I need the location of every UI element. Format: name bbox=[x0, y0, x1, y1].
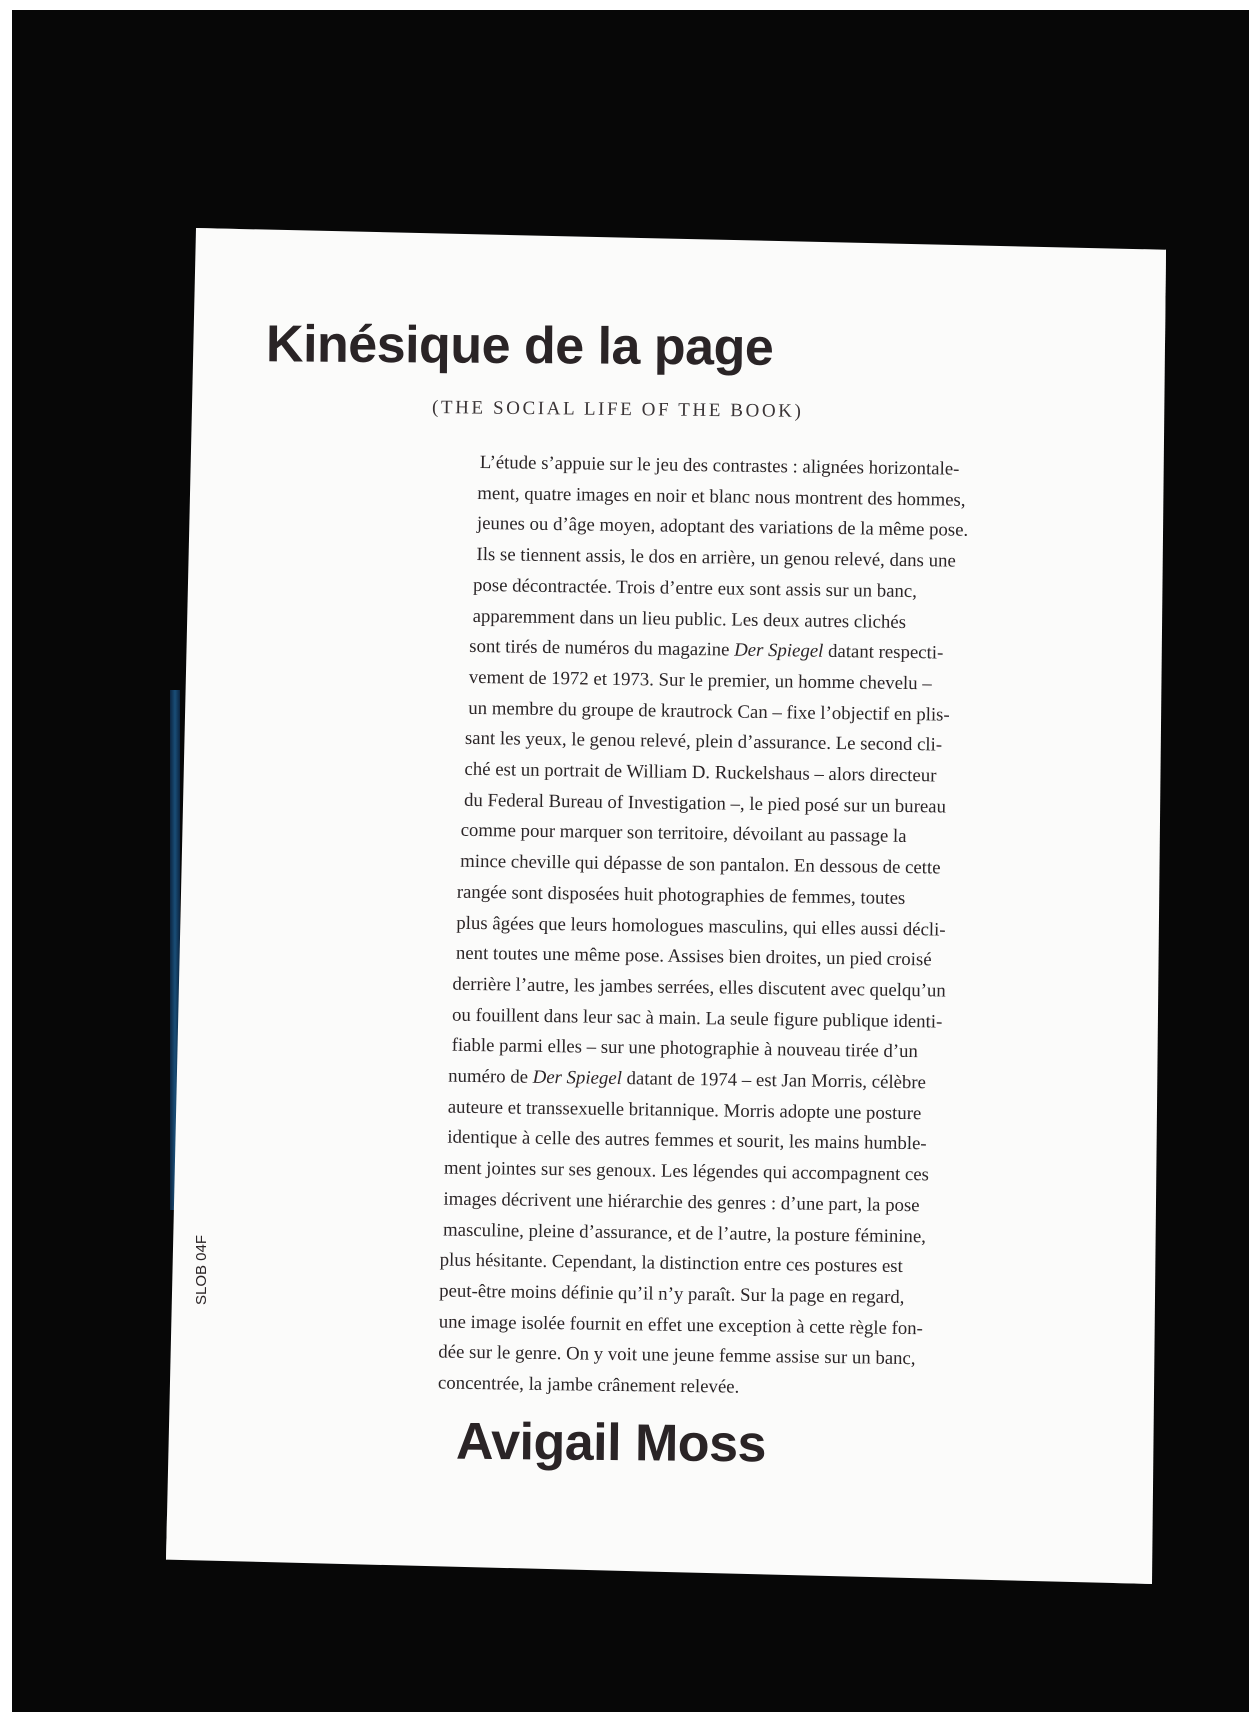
body-text-run: datant respecti- bbox=[823, 641, 944, 664]
body-text-run: rangée sont disposées huit photographies de femmes, toutes bbox=[456, 881, 906, 909]
body-text-run: une image isolée fournit en effet une exception à cette règle fon- bbox=[438, 1311, 924, 1339]
body-text-run: ché est un portrait de William D. Ruckelshaus – alors directeur bbox=[464, 758, 937, 787]
body-text-run: identique à celle des autres femmes et sourit, les mains humble- bbox=[447, 1127, 927, 1155]
body-text-run: ment, quatre images en noir et blanc nous montrent des hommes, bbox=[477, 482, 966, 511]
body-text-run: L’étude s’appuie sur le jeu des contrastes : alignées horizontale- bbox=[479, 451, 960, 480]
body-text-run: plus âgées que leurs homologues masculins, qui elles aussi décli- bbox=[456, 912, 946, 941]
body-text-run: dée sur le genre. On y voit une jeune femme assise sur un banc, bbox=[438, 1341, 916, 1370]
series-code: SLOB 04F bbox=[193, 1234, 210, 1305]
body-text-run: masculine, pleine d’assurance, et de l’autre, la posture féminine, bbox=[442, 1219, 927, 1247]
body-text-run: ment jointes sur ses genoux. Les légendes qui accompagnent ces bbox=[443, 1157, 930, 1186]
body-text-run: sant les yeux, le genou relevé, plein d’assurance. Le second cli- bbox=[464, 728, 943, 756]
page-title: Kinésique de la page bbox=[265, 315, 774, 377]
body-text-run: un membre du groupe de krautrock Can – fixe l’objectif en plis- bbox=[468, 697, 950, 726]
body-text-run: comme pour marquer son territoire, dévoilant au passage la bbox=[460, 820, 907, 848]
page-subtitle: (THE SOCIAL LIFE OF THE BOOK) bbox=[431, 397, 804, 422]
body-text-run: ou fouillent dans leur sac à main. La seule figure publique identi- bbox=[451, 1004, 943, 1033]
body-text-run: plus hésitante. Cependant, la distinction entre ces postures est bbox=[439, 1249, 903, 1278]
body-text-run: vement de 1972 et 1973. Sur le premier, un homme chevelu – bbox=[468, 666, 932, 695]
body-text-run: Ils se tiennent assis, le dos en arrière, un genou relevé, dans une bbox=[476, 544, 956, 572]
body-text-run: jeunes ou d’âge moyen, adoptant des variations de la même pose. bbox=[476, 513, 969, 542]
author-name: Avigail Moss bbox=[455, 1412, 767, 1474]
body-text bbox=[437, 448, 1040, 1408]
body-text-run: numéro de bbox=[448, 1065, 533, 1088]
body-text-run: du Federal Bureau of Investigation –, le pied posé sur un bureau bbox=[463, 789, 947, 818]
body-text-run: mince cheville qui dépasse de son pantalon. En dessous de cette bbox=[460, 850, 941, 879]
body-text-run: apparemment dans un lieu public. Les deux autres clichés bbox=[472, 605, 907, 633]
body-text-run: concentrée, la jambe crânement relevée. bbox=[437, 1372, 740, 1398]
magazine-title: Der Spiegel bbox=[532, 1066, 623, 1090]
body-text-run: peut-être moins définie qu’il n’y paraît. Sur la page en regard, bbox=[439, 1280, 905, 1308]
body-text-run: images décrivent une hiérarchie des genres : d’une part, la pose bbox=[443, 1188, 920, 1217]
body-text-run: datant de 1974 – est Jan Morris, célèbre bbox=[621, 1068, 927, 1094]
body-text-run: nent toutes une même pose. Assises bien droites, un pied croisé bbox=[455, 942, 932, 971]
body-text-run: auteure et transsexuelle britannique. Morris adopte une posture bbox=[447, 1096, 922, 1124]
body-text-run: pose décontractée. Trois d’entre eux sont assis sur un banc, bbox=[472, 574, 918, 602]
body-text-run: derrière l’autre, les jambes serrées, elles discutent avec quelqu’un bbox=[452, 973, 946, 1002]
body-text-run: fiable parmi elles – sur une photographie à nouveau tirée d’un bbox=[451, 1035, 919, 1063]
magazine-title: Der Spiegel bbox=[734, 639, 824, 663]
body-text-run: sont tirés de numéros du magazine bbox=[469, 636, 735, 661]
